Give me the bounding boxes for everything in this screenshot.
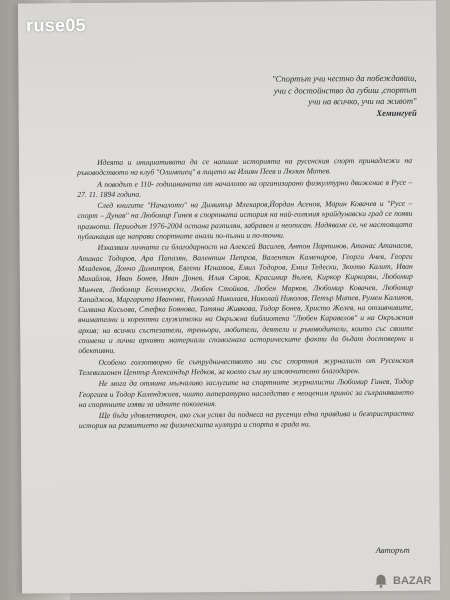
paragraph: А поводът е 110- годишнината от началото на организирано физкултурно движение в Русе – 27. 11. 1894 година. — [77, 177, 413, 199]
paragraph: Особено голзотворно бе сътрудничеството ми със спортния журналист от Русенския Телевизионен Център Александър Недков, за което съм му изключително благодарен. — [78, 355, 414, 377]
paragraph: Идеята и инициативата да се напише историята на русенския спорт принадлежи на ръководството на клуб "Олимпиец" в лицето на Илиян Пеев и Люлин Матев. — [77, 155, 413, 178]
site-logo: ruse05 — [26, 14, 87, 36]
bell-icon — [372, 572, 390, 590]
preface-body — [77, 156, 414, 433]
epigraph-line: "Спортът учи честно да побеждаваш, — [271, 72, 417, 84]
paragraph: Изказвам личната си благодарност на Алексей Василев, Антон Партинов, Атанас Атанасов, Атанас Тодоров, Ара Папазян, Валентин Петров, Валентин Каменаров, Георги Ачев, Георги Младенов, Дончо Димитров, Евгени Игнатов, Емил Тодоров, Емил Тедески, Зюхтю Калит, Иван Михайлов, Иван Бонев, Иван Донев, Илия Сяров, Красимир Вълев, Киркор Киркорян, Любомир Минчев, Любомир Беломорски, Любен Стойков, Любен Марков, Любомир Ковачев, Любомир Хападжов, Маргарита Иванова, Николай Николаев, Николай Николов, Петър Митев, Румен Калинов, Силвана Кисьова, Стефка Боянова, Татяна Живкова, Тодор Бонев, Христо Желев, на отзивчивите, внимателни и коректни служителки на Окръжна библиотека "Любен Каравелов" и на Окръжния архив; на всички състезатели, треньори, любители, деятели и ръководители, които със своите спомени и лични архивни материали спомогнаха историческите факти да бъдат достоверни и обективни. — [77, 241, 414, 356]
paragraph: Не мога да отмина мълчаливо заслугите на спортните журналисти Любомир Гинев, Тодор Георгиев и Тодор Календжиев, чиито литературно наследство е неоценим принос за съхраняването на спортните изяви за идните поколения. — [78, 376, 414, 409]
paragraph: След книгите "Началото" на Димитър Млекаров,Йордан Асенов, Марин Ковачев и "Русе – спорт – Дунав" на Любомир Гинев в спортната история на най-голямия крайдунавски град се появи празнота. Периодът 1976-2004 остана разпилян, забравен и неописан. Надяваме се, че настоящата публикация ще направи спортните анали по-пълни и по-точни. — [77, 198, 413, 242]
author-signature: Авторът — [375, 544, 410, 555]
paragraph: Ще бъда удовлетворен, ако съм успял да поднеса на русенци една правдива и безпристрастна история на развитието на физическата култура и спорта в града ни. — [78, 408, 414, 431]
epigraph-line: учи на всичко, учи на живот" — [308, 95, 417, 107]
epigraph — [186, 73, 416, 121]
bazar-watermark — [372, 566, 444, 596]
book-page — [18, 1, 440, 594]
watermark-text: BAZAR — [393, 575, 432, 587]
epigraph-line: учи с достойнство да губиш ,спортът — [273, 84, 417, 96]
epigraph-author: Хемингуей — [376, 107, 417, 118]
